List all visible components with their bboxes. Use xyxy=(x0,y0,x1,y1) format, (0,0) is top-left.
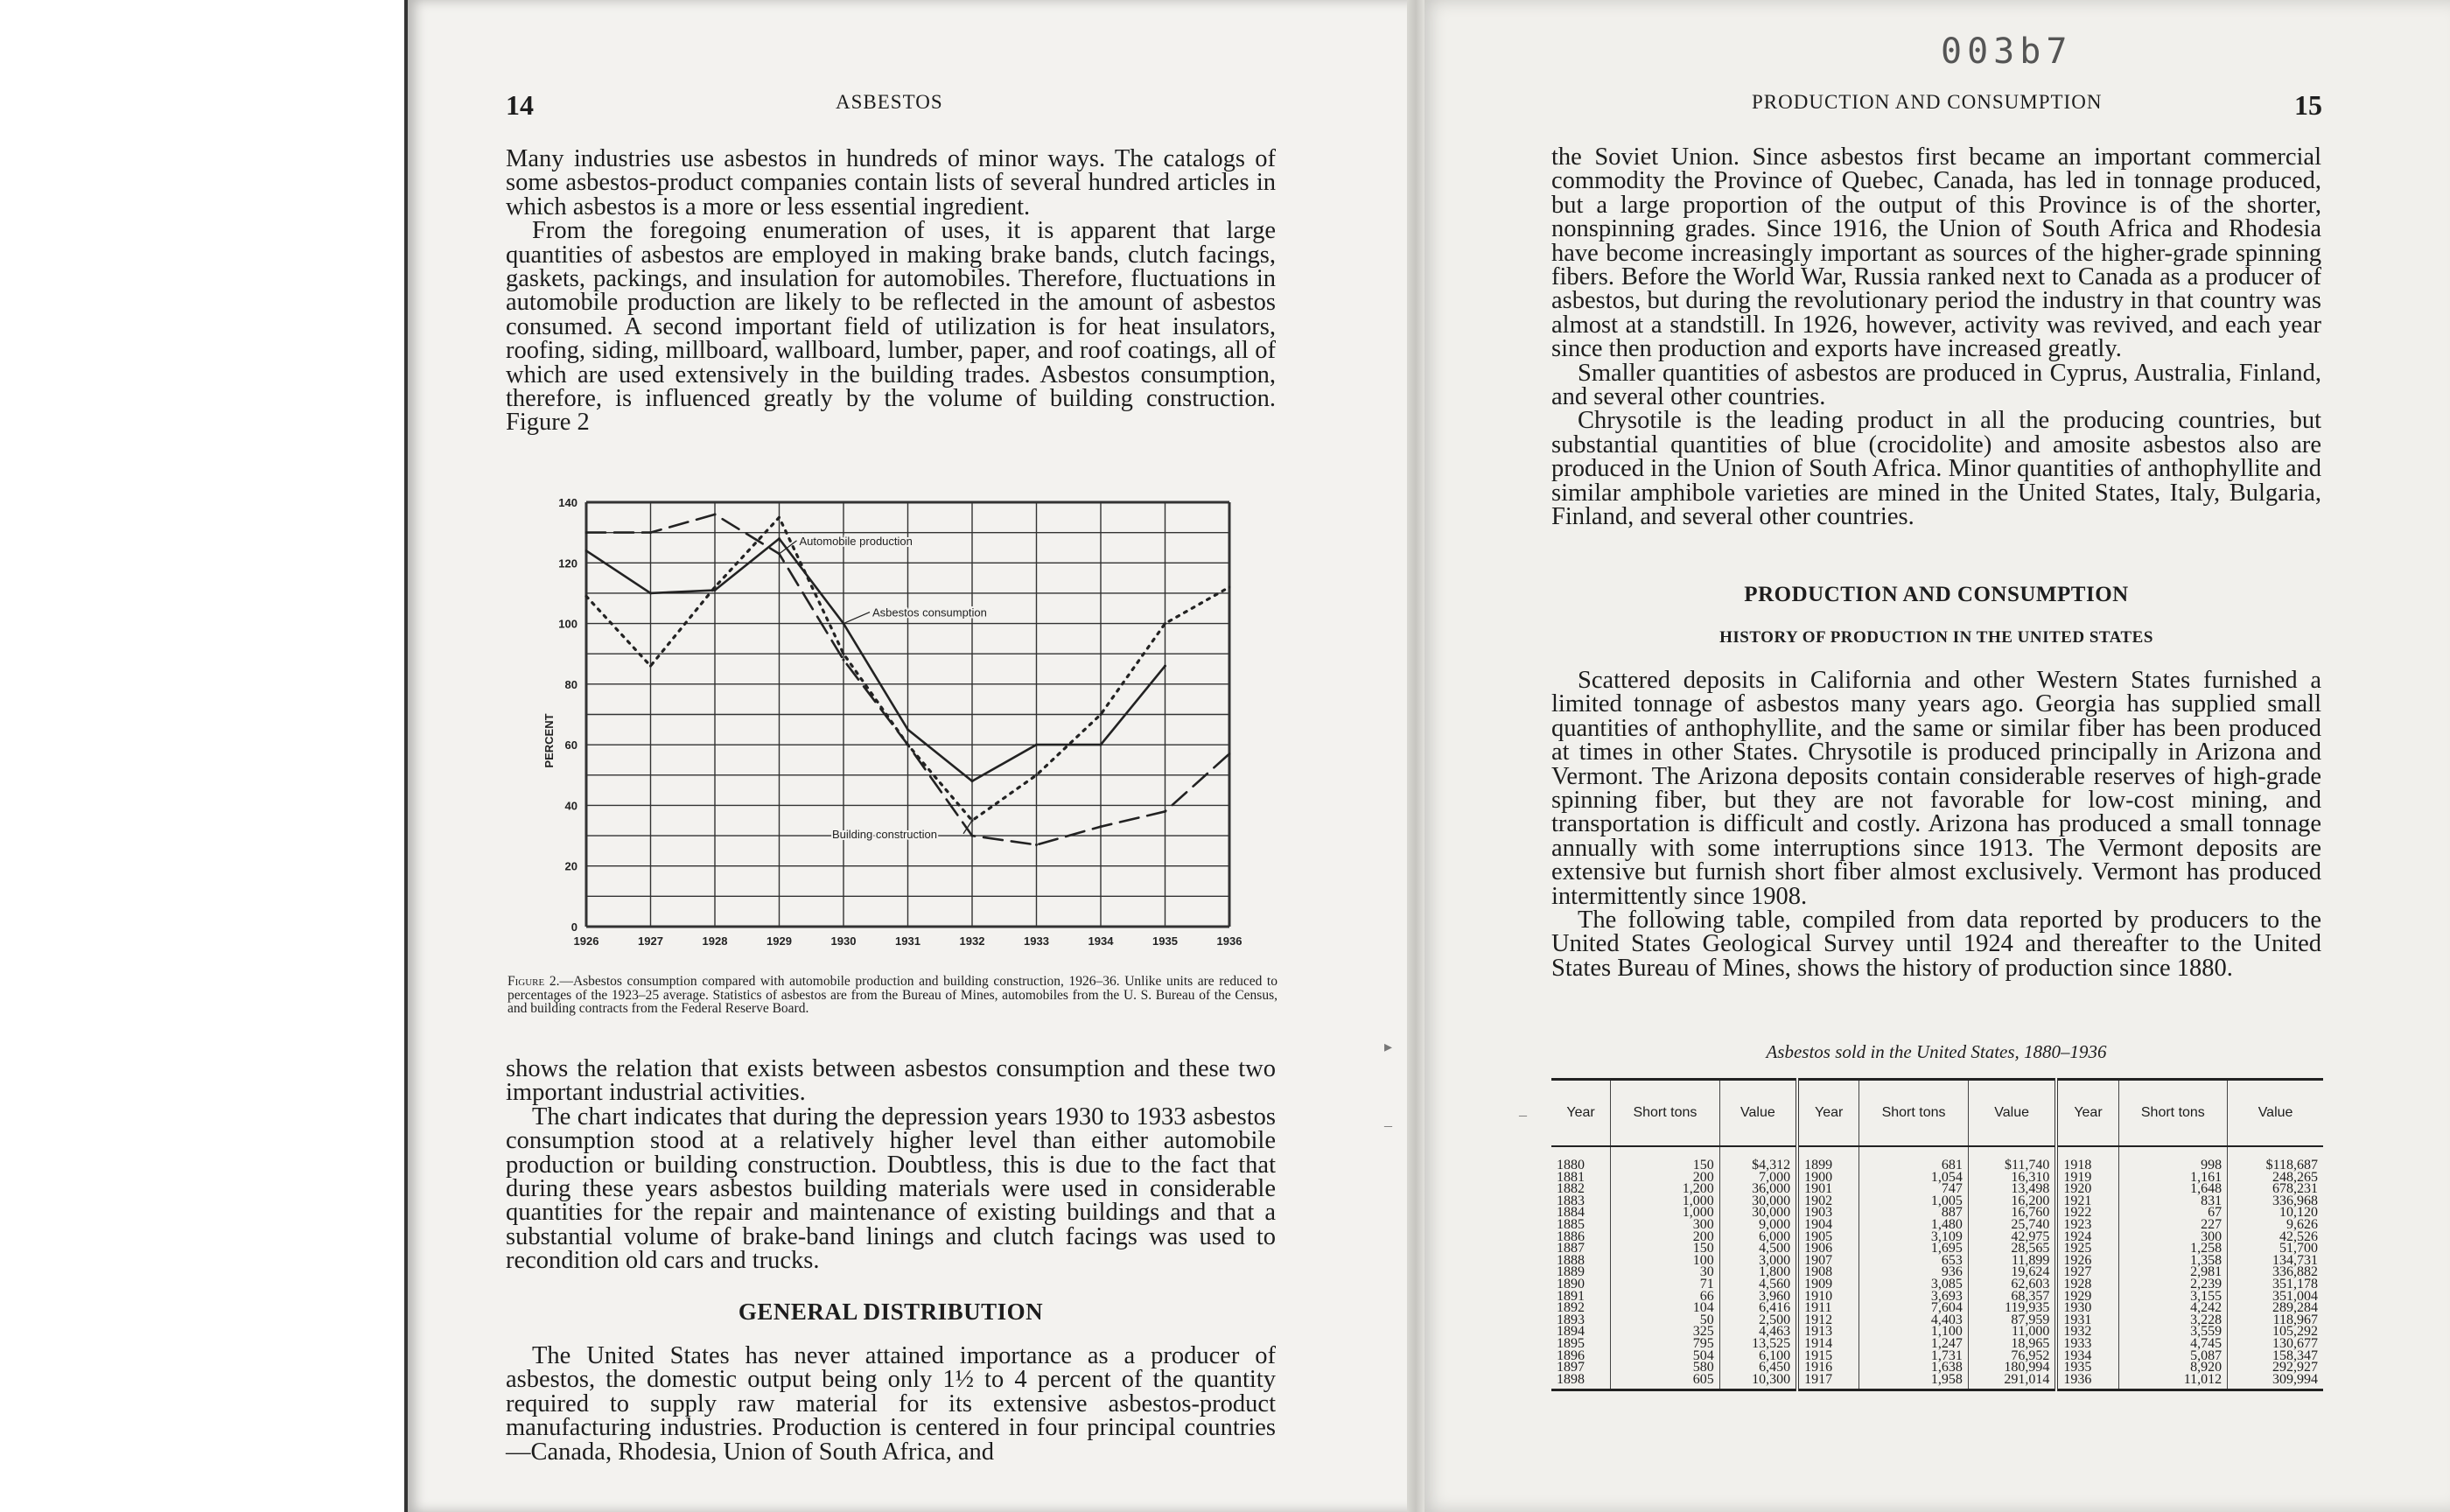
table-cell: 28,565 xyxy=(1968,1242,2056,1255)
margin-mark: ▸ xyxy=(1384,1038,1393,1055)
table-cell: 1882 xyxy=(1557,1181,1585,1197)
paragraph: Chrysotile is the leading product in all the producing countries, but substantial quantities of blue (crocidolite) and amosite asbestos also are produced in the Union of South Africa. Minor quantities of anthophyllite and similar amphibole varieties are mined in the United States, Italy, Bulgaria, Finland, and several other countries. xyxy=(1551,407,2321,531)
data-point xyxy=(1035,744,1038,746)
table-cell: $118,687 xyxy=(2228,1159,2323,1172)
table-cell: 1,648 xyxy=(2118,1183,2228,1195)
paragraph: The chart indicates that during the depression years 1930 to 1933 asbestos consumption stood at a relatively higher level than either automobile production or building construction. Doubtless, this is due to the fact that during these years asbestos building materials were used in considerable quantities for the repair and maintenance of existing buildings and that a substantial volume of brake-band linings and clutch facings was used to recondition old cars and trucks. xyxy=(506,1102,1276,1275)
x-tick-label: 1933 xyxy=(1024,934,1049,948)
table-cell: 998 xyxy=(2118,1159,2228,1172)
table-cell: 1,247 xyxy=(1859,1338,1969,1350)
table-cell: 4,745 xyxy=(2118,1338,2228,1350)
table-cell: 1909 xyxy=(1797,1278,1859,1291)
table-cell: 1933 xyxy=(2056,1338,2118,1350)
table-cell: 4,463 xyxy=(1719,1326,1797,1338)
data-point xyxy=(1228,586,1231,589)
paragraph: Smaller quantities of asbestos are produced in Cyprus, Australia, Finland, and several other countries. xyxy=(1551,359,2321,411)
x-tick-label: 1932 xyxy=(959,934,985,948)
table-cell: $11,740 xyxy=(1968,1159,2056,1172)
table-cell: 1901 xyxy=(1797,1183,1859,1195)
table-cell: 1908 xyxy=(1797,1266,1859,1278)
table-cell: 1898 xyxy=(1551,1374,1611,1390)
data-point xyxy=(1164,810,1166,813)
table-cell: 10,120 xyxy=(2228,1207,2323,1219)
table-cell: 51,700 xyxy=(2228,1242,2323,1255)
right-running-head: PRODUCTION AND CONSUMPTION xyxy=(1752,91,2103,113)
table-cell: 71 xyxy=(1611,1278,1720,1291)
table-cell: 1930 xyxy=(2056,1302,2118,1314)
y-tick-label: 120 xyxy=(558,556,578,570)
table-cell: 1893 xyxy=(1557,1312,1585,1327)
table-cell: 1,000 xyxy=(1611,1207,1720,1219)
table-cell: 1,958 xyxy=(1859,1374,1969,1390)
table-cell: 289,284 xyxy=(2228,1302,2323,1314)
table-cell: 3,155 xyxy=(2118,1291,2228,1303)
table-cell: 1887 xyxy=(1557,1241,1585,1256)
table-cell: 291,014 xyxy=(1968,1374,2056,1390)
table-cell: 104 xyxy=(1611,1302,1720,1314)
table-header: Short tons xyxy=(2118,1080,2228,1147)
table-cell: 1881 xyxy=(1557,1169,1585,1185)
x-tick-label: 1936 xyxy=(1216,934,1242,948)
y-tick-label: 20 xyxy=(564,859,578,873)
figure-caption-label: Figure 2. xyxy=(508,974,560,989)
data-point xyxy=(1228,752,1231,755)
table-cell: 1931 xyxy=(2056,1314,2118,1326)
table-cell: 1921 xyxy=(2056,1195,2118,1208)
left-page-number: 14 xyxy=(506,89,534,121)
table-header: Short tons xyxy=(1859,1080,1969,1147)
table-title: Asbestos sold in the United States, 1880–1936 xyxy=(1766,1041,2107,1062)
table-cell: 2,500 xyxy=(1719,1314,1797,1326)
table-cell: 11,899 xyxy=(1968,1255,2056,1267)
paragraph: the Soviet Union. Since asbestos first became an important commercial commodity the Province of Quebec, Canada, has led in tonnage produced, but a large proportion of the output of this Province is of the shorter, nonspinning grades. Since 1916, the Union of South Africa and Rhodesia have become increasingly important as sources of the higher-grade spinning fibers. Before the World War, Russia ranked next to Canada as a producer of asbestos, but during the revolutionary period the industry in that country was almost at a standstill. In 1926, however, activity was revived, and each year since then production and exports have increased greatly. xyxy=(1551,144,2321,363)
data-point xyxy=(906,728,909,731)
table-cell: 1,731 xyxy=(1859,1350,1969,1362)
table-cell: 1885 xyxy=(1557,1216,1585,1232)
table-header: Value xyxy=(1719,1080,1797,1147)
table-cell: 1895 xyxy=(1557,1335,1585,1351)
table-cell: 3,693 xyxy=(1859,1291,1969,1303)
x-tick-label: 1935 xyxy=(1152,934,1178,948)
data-point xyxy=(1100,744,1102,746)
series-annotation: Building construction xyxy=(832,827,937,841)
table-cell: 36,000 xyxy=(1719,1183,1797,1195)
table-cell: 7,000 xyxy=(1719,1172,1797,1184)
figure-2-chart xyxy=(490,486,1242,968)
table-cell: 1917 xyxy=(1797,1374,1859,1390)
table-cell: 9,000 xyxy=(1719,1219,1797,1231)
table-cell: 1886 xyxy=(1557,1228,1585,1244)
right-top-text xyxy=(1551,145,2321,529)
table-cell: 1910 xyxy=(1797,1291,1859,1303)
table-cell: 1913 xyxy=(1797,1326,1859,1338)
table-cell: 1,480 xyxy=(1859,1219,1969,1231)
y-tick-label: 40 xyxy=(564,799,578,813)
table-cell: 1888 xyxy=(1557,1252,1585,1268)
data-point xyxy=(649,531,652,534)
margin-mark: – xyxy=(1384,1116,1392,1134)
table-cell: 50 xyxy=(1611,1314,1720,1326)
production-consumption-heading: PRODUCTION AND CONSUMPTION xyxy=(1744,583,2129,606)
data-point xyxy=(1035,844,1038,846)
table-cell: 11,012 xyxy=(2118,1374,2228,1390)
table-cell: 2,239 xyxy=(2118,1278,2228,1291)
table-cell: 1927 xyxy=(2056,1266,2118,1278)
table-cell: 87,959 xyxy=(1968,1314,2056,1326)
table-cell: 6,416 xyxy=(1719,1302,1797,1314)
table-cell: 1,000 xyxy=(1611,1195,1720,1208)
table-cell: 351,178 xyxy=(2228,1278,2323,1291)
table-cell: 1899 xyxy=(1797,1159,1859,1172)
y-tick-label: 0 xyxy=(570,920,578,934)
table-cell: 1905 xyxy=(1797,1231,1859,1243)
production-table xyxy=(1551,1078,2323,1391)
data-point xyxy=(585,531,588,534)
data-point xyxy=(971,835,974,837)
table-cell: 200 xyxy=(1611,1172,1720,1184)
figure-caption xyxy=(508,975,1278,1016)
table-cell: 1883 xyxy=(1557,1193,1585,1208)
data-point xyxy=(714,586,717,589)
table-cell: 336,882 xyxy=(2228,1266,2323,1278)
x-tick-label: 1934 xyxy=(1088,934,1114,948)
table-cell: 105,292 xyxy=(2228,1326,2323,1338)
table-cell: 747 xyxy=(1859,1183,1969,1195)
table-cell: 3,228 xyxy=(2118,1314,2228,1326)
x-tick-label: 1926 xyxy=(573,934,599,948)
table-cell: 11,000 xyxy=(1968,1326,2056,1338)
paragraph: The following table, compiled from data reported by producers to the United States Geological Survey until 1924 and thereafter to the United States Bureau of Mines, shows the history of production since 1880. xyxy=(1551,906,2321,982)
table-cell: 1900 xyxy=(1797,1172,1859,1184)
table-cell: 351,004 xyxy=(2228,1291,2323,1303)
paragraph: Scattered deposits in California and other Western States furnished a limited tonnage of asbestos many years ago. Georgia has supplied small quantities of anthophyllite, and the same or similar fiber has been produced at times in other States. Chrysotile is produced principally in Arizona and Vermont. The Arizona deposits contain considerable reserves of high-grade spinning fiber, but they are not favorable for low-cost mining, and transportation is difficult and costly. Arizona has produced a small tonnage annually with some interruptions since 1913. The Vermont deposits are extensive but furnish short fiber almost exclusively. Vermont has produced intermittently since 1908. xyxy=(1551,667,2321,910)
table-cell: 1935 xyxy=(2056,1362,2118,1374)
table-cell: 1889 xyxy=(1557,1264,1585,1280)
data-point xyxy=(1164,622,1166,625)
table-cell: 118,967 xyxy=(2228,1314,2323,1326)
general-distribution-heading: GENERAL DISTRIBUTION xyxy=(738,1298,1044,1325)
right-page-number: 15 xyxy=(2294,89,2322,121)
table-cell: 4,242 xyxy=(2118,1302,2228,1314)
table-cell: 1896 xyxy=(1557,1348,1585,1363)
paragraph: Many industries use asbestos in hundreds of minor ways. The catalogs of some asbestos-product companies contain lists of several hundred articles in which asbestos is a more or less essential ingredient. xyxy=(506,145,1276,220)
left-running-head: ASBESTOS xyxy=(836,91,943,113)
table-cell: 605 xyxy=(1611,1374,1720,1390)
data-point xyxy=(649,665,652,668)
table-cell: 336,968 xyxy=(2228,1195,2323,1208)
left-end-text xyxy=(506,1344,1276,1464)
table-header: Value xyxy=(1968,1080,2056,1147)
table-cell: 134,731 xyxy=(2228,1255,2323,1267)
table-cell: 8,920 xyxy=(2118,1362,2228,1374)
data-point xyxy=(585,550,588,552)
table-cell: 681 xyxy=(1859,1159,1969,1172)
table-cell: 1,100 xyxy=(1859,1326,1969,1338)
table-cell: 62,603 xyxy=(1968,1278,2056,1291)
table-cell: 3,559 xyxy=(2118,1326,2228,1338)
table-cell: 1912 xyxy=(1797,1314,1859,1326)
table-cell: 2,981 xyxy=(2118,1266,2228,1278)
table-cell: 1925 xyxy=(2056,1242,2118,1255)
margin-mark: – xyxy=(1519,1106,1527,1124)
table-cell: 3,960 xyxy=(1719,1291,1797,1303)
table-cell: 1,258 xyxy=(2118,1242,2228,1255)
table-cell: 1,054 xyxy=(1859,1172,1969,1184)
table-cell: 30,000 xyxy=(1719,1207,1797,1219)
table-cell: 1,358 xyxy=(2118,1255,2228,1267)
table-cell: 795 xyxy=(1611,1338,1720,1350)
table-cell: 130,677 xyxy=(2228,1338,2323,1350)
annotation-leader xyxy=(844,612,870,624)
table-cell: 3,085 xyxy=(1859,1278,1969,1291)
table-cell: 119,935 xyxy=(1968,1302,2056,1314)
table-cell: 1924 xyxy=(2056,1231,2118,1243)
table-cell: 325 xyxy=(1611,1326,1720,1338)
data-point xyxy=(906,744,909,746)
y-tick-label: 100 xyxy=(558,617,578,631)
table-cell: 3,000 xyxy=(1719,1255,1797,1267)
data-point xyxy=(714,513,717,515)
paragraph: shows the relation that exists between asbestos consumption and these two important industrial activities. xyxy=(506,1055,1276,1107)
table-cell: 653 xyxy=(1859,1255,1969,1267)
table-cell: 13,525 xyxy=(1719,1338,1797,1350)
x-tick-label: 1927 xyxy=(638,934,663,948)
table-cell: 1,800 xyxy=(1719,1266,1797,1278)
table-cell: 6,450 xyxy=(1719,1362,1797,1374)
table-cell: 67 xyxy=(2118,1207,2228,1219)
y-tick-label: 60 xyxy=(564,738,578,752)
table-cell: 16,760 xyxy=(1968,1207,2056,1219)
table-header: Short tons xyxy=(1611,1080,1720,1147)
table-cell: 1906 xyxy=(1797,1242,1859,1255)
series-annotation: Asbestos consumption xyxy=(872,606,987,620)
table-cell: 1934 xyxy=(2056,1350,2118,1362)
table-cell: 76,952 xyxy=(1968,1350,2056,1362)
table-cell: 1,695 xyxy=(1859,1242,1969,1255)
table-cell: 150 xyxy=(1611,1242,1720,1255)
data-point xyxy=(971,780,974,782)
y-axis-label: PERCENT xyxy=(542,713,556,768)
table-cell: 831 xyxy=(2118,1195,2228,1208)
table-cell: 1928 xyxy=(2056,1278,2118,1291)
table-cell: 248,265 xyxy=(2228,1172,2323,1184)
table-cell: 1,161 xyxy=(2118,1172,2228,1184)
figure-caption-text: —Asbestos consumption compared with automobile production and building construction, 1926–36. Unlike units are reduced to percentages of the 1923–25 average. Statistics of asbestos are from the Bureau of Mines, automobiles from the U. S. Bureau of the Census, and building contracts from the Federal Reserve Board. xyxy=(508,974,1278,1016)
table-header: Year xyxy=(2056,1080,2118,1147)
y-tick-label: 80 xyxy=(564,677,578,691)
table-cell: 1915 xyxy=(1797,1350,1859,1362)
x-tick-label: 1931 xyxy=(895,934,920,948)
x-tick-label: 1930 xyxy=(830,934,857,948)
table-cell: 1897 xyxy=(1557,1360,1585,1376)
table-cell: 1923 xyxy=(2056,1219,2118,1231)
table-cell: 19,624 xyxy=(1968,1266,2056,1278)
y-tick-label: 140 xyxy=(558,496,578,509)
table-cell: 3,109 xyxy=(1859,1231,1969,1243)
table-cell: 16,310 xyxy=(1968,1172,2056,1184)
data-point xyxy=(1164,665,1166,668)
table-cell: 300 xyxy=(2118,1231,2228,1243)
table-cell: 1,200 xyxy=(1611,1183,1720,1195)
table-cell: 1890 xyxy=(1557,1276,1585,1292)
table-cell: 1919 xyxy=(2056,1172,2118,1184)
table-cell: 10,300 xyxy=(1719,1374,1797,1390)
table-cell: 6,000 xyxy=(1719,1231,1797,1243)
table-cell: 1,005 xyxy=(1859,1195,1969,1208)
book-gutter xyxy=(1407,0,1424,1512)
table-cell: 1891 xyxy=(1557,1288,1585,1304)
table-cell: 504 xyxy=(1611,1350,1720,1362)
table-cell: 292,927 xyxy=(2228,1362,2323,1374)
table-cell: 580 xyxy=(1611,1362,1720,1374)
data-point xyxy=(585,595,588,598)
series-annotation: Automobile production xyxy=(799,534,913,548)
table-cell: 4,560 xyxy=(1719,1278,1797,1291)
table-cell: $4,312 xyxy=(1719,1159,1797,1172)
table-cell: 1926 xyxy=(2056,1255,2118,1267)
table-cell: 1918 xyxy=(2056,1159,2118,1172)
data-point xyxy=(1100,713,1102,716)
left-bottom-text xyxy=(506,1057,1276,1273)
table-cell: 300 xyxy=(1611,1219,1720,1231)
table-cell: 1880 xyxy=(1557,1158,1585,1172)
table-cell: 16,200 xyxy=(1968,1195,2056,1208)
table-cell: 6,100 xyxy=(1719,1350,1797,1362)
data-point xyxy=(1035,774,1038,776)
table-cell: 30 xyxy=(1611,1266,1720,1278)
data-point xyxy=(843,653,845,655)
history-subheading: HISTORY OF PRODUCTION IN THE UNITED STATES xyxy=(1719,628,2153,647)
x-tick-label: 1929 xyxy=(766,934,792,948)
table-cell: 1,638 xyxy=(1859,1362,1969,1374)
table-cell: 18,965 xyxy=(1968,1338,2056,1350)
table-cell: 158,347 xyxy=(2228,1350,2323,1362)
left-top-text xyxy=(506,147,1276,435)
table-cell: 1916 xyxy=(1797,1362,1859,1374)
table-header: Year xyxy=(1551,1080,1611,1147)
table-cell: 13,498 xyxy=(1968,1183,2056,1195)
table-cell: 1907 xyxy=(1797,1255,1859,1267)
table-cell: 227 xyxy=(2118,1219,2228,1231)
table-cell: 42,975 xyxy=(1968,1231,2056,1243)
table-cell: 1920 xyxy=(2056,1183,2118,1195)
table-cell: 309,994 xyxy=(2228,1374,2323,1390)
table-cell: 1929 xyxy=(2056,1291,2118,1303)
paragraph: The United States has never attained importance as a producer of asbestos, the domestic output being only 1½ to 4 percent of the quantity required to supply raw material for its extensive asbestos-product manufacturing industries. Production is centered in four principal countries—Canada, Rhodesia, Union of South Africa, and xyxy=(506,1342,1276,1466)
table-cell: 1936 xyxy=(2056,1374,2118,1390)
data-point xyxy=(1100,825,1102,828)
table-cell: 678,231 xyxy=(2228,1183,2323,1195)
data-point xyxy=(843,659,845,662)
table-cell: 68,357 xyxy=(1968,1291,2056,1303)
paragraph: From the foregoing enumeration of uses, it is apparent that large quantities of asbestos are employed in making brake bands, clutch facings, gaskets, packings, and insulation for automobiles. Therefore, fluctuations in automobile production are likely to be reflected in the amount of asbestos consumed. A second important field of utilization is for heat insulators, roofing, siding, millboard, wallboard, lumber, paper, and roof coatings, all of which are used extensively in the building trades. Asbestos consumption, therefore, is influenced greatly by the volume of building construction. Figure 2 xyxy=(506,217,1276,437)
data-point xyxy=(649,592,652,594)
table-cell: 887 xyxy=(1859,1207,1969,1219)
table-cell: 5,087 xyxy=(2118,1350,2228,1362)
table-cell: 200 xyxy=(1611,1231,1720,1243)
right-mid-text xyxy=(1551,668,2321,980)
table-cell: 1932 xyxy=(2056,1326,2118,1338)
table-cell: 1894 xyxy=(1557,1324,1585,1340)
table-cell: 1911 xyxy=(1797,1302,1859,1314)
table-cell: 42,526 xyxy=(2228,1231,2323,1243)
table-cell: 100 xyxy=(1611,1255,1720,1267)
table-cell: 1902 xyxy=(1797,1195,1859,1208)
data-point xyxy=(778,516,780,519)
x-tick-label: 1928 xyxy=(702,934,728,948)
table-cell: 66 xyxy=(1611,1291,1720,1303)
table-cell: 1884 xyxy=(1557,1205,1585,1221)
table-header: Value xyxy=(2228,1080,2323,1147)
table-cell: 1914 xyxy=(1797,1338,1859,1350)
table-cell: 150 xyxy=(1611,1159,1720,1172)
table-cell: 7,604 xyxy=(1859,1302,1969,1314)
table-cell: 4,500 xyxy=(1719,1242,1797,1255)
table-cell: 25,740 xyxy=(1968,1219,2056,1231)
table-cell: 30,000 xyxy=(1719,1195,1797,1208)
table-cell: 936 xyxy=(1859,1266,1969,1278)
table-cell: 1904 xyxy=(1797,1219,1859,1231)
table-cell: 1922 xyxy=(2056,1207,2118,1219)
table-cell: 4,403 xyxy=(1859,1314,1969,1326)
table-cell: 1903 xyxy=(1797,1207,1859,1219)
table-cell: 180,994 xyxy=(1968,1362,2056,1374)
table-cell: 9,626 xyxy=(2228,1219,2323,1231)
table-cell: 1892 xyxy=(1557,1300,1585,1316)
archive-stamp: 003b7 xyxy=(1941,32,2073,72)
data-point xyxy=(778,537,780,540)
table-header: Year xyxy=(1797,1080,1859,1147)
table-row xyxy=(1551,1374,2323,1390)
